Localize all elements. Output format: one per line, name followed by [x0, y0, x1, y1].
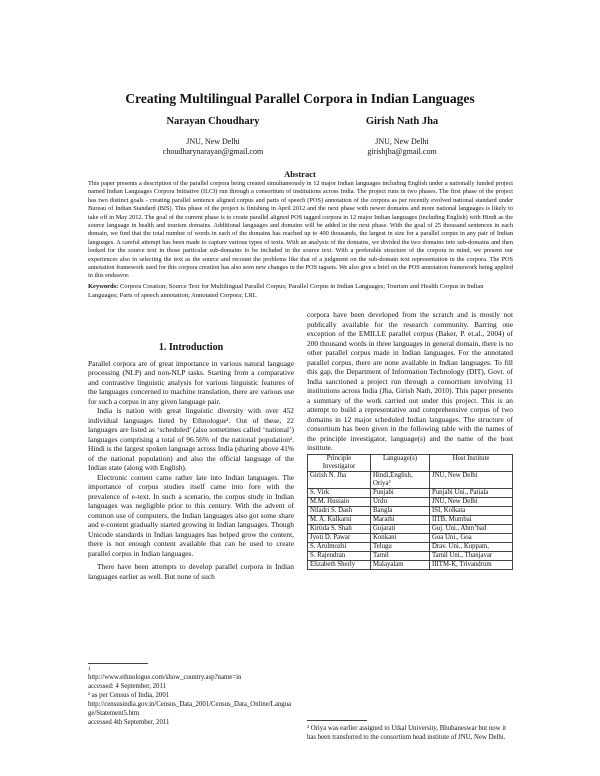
author-email: choudharynarayan@gmail.com — [162, 147, 264, 156]
footnote-rule — [88, 663, 148, 664]
table-row — [308, 524, 513, 533]
author-affiliation: JNU, New Delhi — [186, 137, 240, 146]
cell-institute: IITB, Mumbai — [430, 515, 513, 524]
table-row — [308, 560, 513, 569]
cell-institute: ISI, Kolkata — [430, 506, 513, 515]
footnote-line: ³ Oriya was earlier assigned to Utkal University, Bhubaneswar but now it has been transferred to the consortium head institute of JNU, New Delhi. — [307, 725, 507, 741]
author-block-2 — [312, 116, 492, 157]
cell-institute: IIITM-K, Trivandrum — [430, 560, 513, 569]
cell-institute: Tamil Uni., Thanjavar — [430, 551, 513, 560]
footnotes-right — [307, 720, 513, 742]
footnote-line: http://www.ethnologue.com/show_country.asp?name=in — [88, 674, 242, 681]
paper-title: Creating Multilingual Parallel Corpora in Indian Languages — [125, 91, 475, 106]
paragraph: There have been attempts to develop parallel corpora in Indian languages earlier as well. But none of such — [88, 562, 294, 581]
footnotes-left — [88, 663, 294, 727]
consortium-table — [307, 454, 513, 570]
left-column — [88, 343, 294, 581]
abstract-text: This paper presents a description of the parallel corpora being created simultaneously in 12 major Indian languages including English under a nationally funded project named Indian Languages Corpora Initiative (ILCI) run through a consortium of institutions across India. The project runs in two phases. The first phase of the project has two distinct goals - creating parallel sentence aligned corpus and parts of speech (POS) annotation of the corpora as per recently evolved national standard under Bureau of Indian Standard (BIS). This phase of the project is finishing in April 2012 and the next phase with newer domains and more national languages is likely to take off in May 2012. The goal of the current phase is to create parallel aligned POS tagged corpora in 12 major Indian languages (including English) with Hindi as the source language in health and tourism domains. Additional languages and domains will be added in the next phase. With the goal of 25 thousand sentences in each domain, we find that the total number of words in each of the domains has reached up to 400 thousands, the largest in size for a parallel corpus in any pair of Indian languages. A careful attempt has been made to capture various types of texts. With an analysis of the domains, we divided the two domains into sub-domains and then looked for the source text in those particular sub-domains to be included in the source text. With a preferable structure of the corpora in mind, we present our experiences also in selecting the text as the source and recount the problems like that of a judgment on the sub-domain text representation in the corpora. The POS annotation framework used for this corpora creation has also seen new changes in the POS tagsets. We also give a brief on the POS annotation framework being applied in this endeavor. — [88, 180, 513, 280]
table-row — [308, 497, 513, 506]
cell-institute: JNU, New Delhi — [430, 497, 513, 506]
section-heading-introduction: 1. Introduction — [158, 342, 224, 353]
column-header: Principle Investigator — [308, 454, 371, 471]
table-row — [308, 515, 513, 524]
keywords-label: Keywords: — [88, 283, 119, 290]
right-column — [307, 310, 513, 570]
column-header: Host Institute — [430, 454, 513, 471]
footnote-rule — [307, 720, 367, 721]
footnote-line: ² as per Census of India, 2001 — [88, 692, 170, 699]
cell-institute: Punjabi Uni., Patiala — [430, 488, 513, 497]
cell-language: Gujarati — [371, 524, 430, 533]
paragraph: Parallel corpora are of great importance in various natural language processing (NLP) and non-NLP tasks. Starting from a comparative and contrastive linguistic analysis for various linguistic features of the languages concerned to machine translation, there are various use for such a corpus in any given language pair. — [88, 358, 294, 406]
cell-institute: JNU, New Delhi — [430, 471, 513, 488]
cell-investigator: Elizabeth Sherly — [308, 560, 371, 569]
keywords — [88, 283, 513, 300]
cell-investigator: M.M. Hussain — [308, 497, 371, 506]
cell-language: Malayalam — [371, 560, 430, 569]
table-row — [308, 506, 513, 515]
cell-institute: Goa Uni., Goa — [430, 533, 513, 542]
cell-investigator: S. Rajendran — [308, 551, 371, 560]
cell-investigator: Jyoti D. Pawar — [308, 533, 371, 542]
cell-language: Bangla — [371, 506, 430, 515]
cell-institute: Guj. Uni., Ahm’bad — [430, 524, 513, 533]
table-row — [308, 533, 513, 542]
footnote-line: accessed 4th September, 2011 — [88, 719, 170, 726]
footnote-line: accessed: 4 September, 2011 — [88, 683, 166, 690]
table-row — [308, 551, 513, 560]
author-name: Narayan Choudhary — [166, 116, 260, 127]
table-row — [308, 488, 513, 497]
cell-language: Konkani — [371, 533, 430, 542]
table-row — [308, 471, 513, 488]
author-email: girishjha@gmail.com — [367, 147, 437, 156]
cell-language: Telugu — [371, 542, 430, 551]
paragraph: Electronic content came rather late into Indian languages. The importance of corpus studies itself came into fore with the prevalence of e-text. In such a scenario, the corpus study in Indian languages was negligible prior to this century. With the advent of common use of computers, the Indian languages also got some share and e-content gradually started growing in Indian languages. Though Unicode standards in Indian languages has helped grow the content, there is not enough content available that can be used to create parallel corpus in Indian languages. — [88, 472, 294, 558]
author-name: Girish Nath Jha — [365, 116, 439, 127]
keywords-text: Corpora Creation; Source Text for Multilingual Parallel Corpus; Parallel Corpus in Indian Languages; Tourism and Health Corpus in Indian Languages; Parts of speech annotation; Annotated Corpora; LRL — [88, 283, 484, 299]
footnote-line: http://censusindia.gov.in/Census_Data_2001/Census_Data_Online/Language/Statement5.htm — [88, 701, 292, 717]
cell-language: Tamil — [371, 551, 430, 560]
cell-language: Urdu — [371, 497, 430, 506]
author-affiliation: JNU, New Delhi — [375, 137, 429, 146]
paragraph: India is nation with great linguistic diversity with over 452 individual languages listed by Ethnologue¹. Out of these, 22 languages are listed as ‘scheduled’ (also sometimes called ‘national’) languages comprising a total of 96.56% of the national population². Hindi is the largest spoken language across India (sharing above 41% of the national population) and also the official language of the Indian state (along with English). — [88, 406, 294, 472]
cell-language: Hindi,English, Oriya³ — [371, 471, 430, 488]
cell-institute: Drav. Uni., Kuppam, — [430, 542, 513, 551]
column-header: Language(s) — [371, 454, 430, 471]
table-header-row — [308, 454, 513, 471]
cell-investigator: Kirtida S. Shah — [308, 524, 371, 533]
abstract-heading: Abstract — [284, 169, 316, 179]
cell-investigator: S. Arulmozhi — [308, 542, 371, 551]
author-block-1 — [123, 116, 303, 157]
cell-investigator: Girish N. Jha — [308, 471, 371, 488]
cell-investigator: S. Virk — [308, 488, 371, 497]
cell-language: Punjabi — [371, 488, 430, 497]
cell-investigator: M. A. Kulkarni — [308, 515, 371, 524]
table-row — [308, 542, 513, 551]
footnote-marker: 1 — [88, 667, 91, 672]
cell-language: Marathi — [371, 515, 430, 524]
cell-investigator: Niladri S. Dash — [308, 506, 371, 515]
paragraph: corpora have been developed from the scratch and is mostly not publically available for the research community. Barring one exception of the EMILLE parallel corpus (Baker, P. et.al., 2004) of 200 thousand words in three languages in general domain, there is no other parallel corpus made in Indian languages. For the annotated parallel corpus, there are none available in Indian languages. To fill this gap, the Department of Information Technology (DIT), Govt. of India sanctioned a project run through a consortium involving 11 institutions across India (Jha, Girish Nath, 2010). This paper presents a summary of the work carried out under this project. This is an attempt to build a representative and comprehensive corpus of two domains in 12 major scheduled Indian languages. The structure of consortium has been given in the following table with the names of the principle investigator, language(s) and the name of the host institute. — [307, 310, 513, 452]
